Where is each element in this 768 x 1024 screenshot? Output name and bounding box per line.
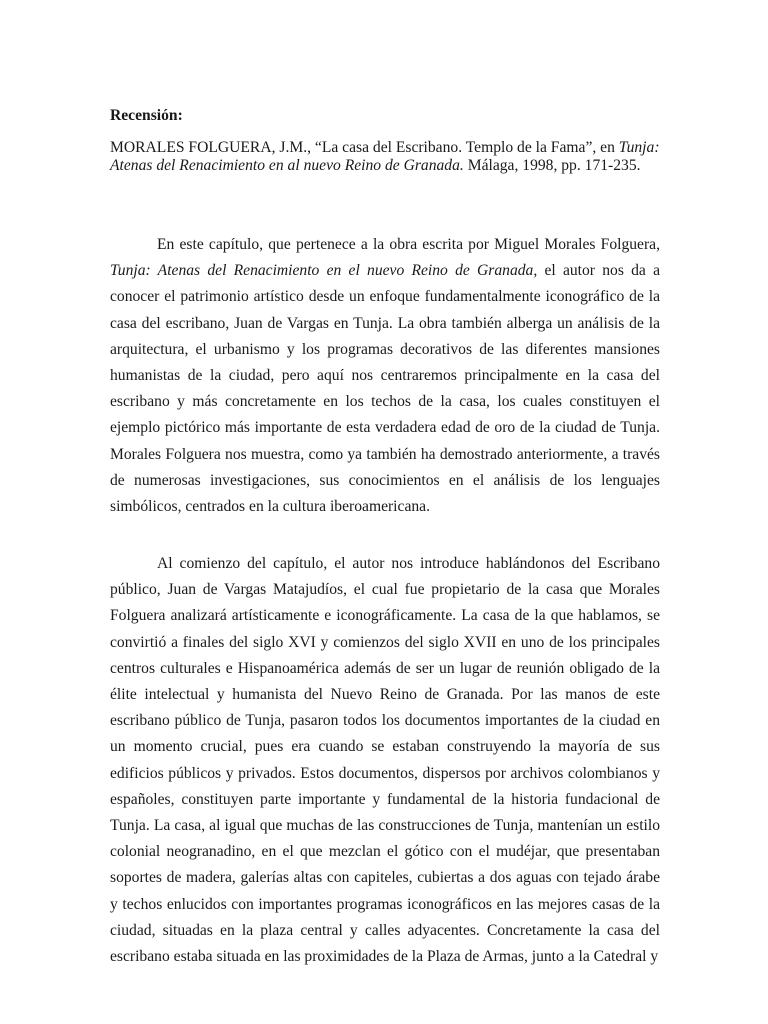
- review-heading: Recensión:: [110, 107, 183, 124]
- body-paragraph-2: Al comienzo del capítulo, el autor nos introduce hablándonos del Escribano público, Juan de Vargas Matajudíos, el cual fue propietario de la casa que Morales Folguera analizará artísticamente e iconográficamente. La casa de la que hablamos, se convirtió a finales del siglo XVI y comienzos del siglo XVII en uno de los principales centros culturales e Hispanoamérica además de ser un lugar de reunión obligado de la élite intelectual y humanista del Nuevo Reino de Granada. Por las manos de este escribano público de Tunja, pasaron todos los documentos importantes de la ciudad en un momento crucial, pues era cuando se estaban construyendo la mayoría de sus edificios públicos y privados. Estos documentos, dispersos por archivos colombianos y españoles, constituyen parte importante y fundamental de la historia fundacional de Tunja. La casa, al igual que muchas de las construcciones de Tunja, mantenían un estilo colonial neogranadino, en el que mezclan el gótico con el mudéjar, que presentaban soportes de madera, galerías altas con capiteles, cubiertas a dos aguas con tejado árabe y techos enlucidos con importantes programas iconográficos en las mejores casas de la ciudad, situadas en la plaza central y calles adyacentes. Concretamente la casa del escribano estaba situada en las proximidades de la Plaza de Armas, junto a la Catedral y: [110, 555, 660, 966]
- paragraph-1-book-title: Tunja: Atenas del Renacimiento en el nuevo Reino de Granada,: [110, 262, 538, 280]
- citation-book-title: Tunja: Atenas del Renacimiento en al nuevo Reino de Granada.: [110, 139, 660, 174]
- paragraph-1-intro: En este capítulo, que pertenece a la obra escrita por Miguel Morales Folguera,: [157, 236, 660, 253]
- citation-publication: Málaga, 1998, pp. 171-235.: [463, 157, 641, 174]
- body-paragraph-1: [110, 232, 660, 520]
- citation-author: MORALES FOLGUERA, J.M., “La casa del Escribano. Templo de la Fama”, en: [110, 139, 619, 156]
- paragraph-1-rest: el autor nos da a conocer el patrimonio artístico desde un enfoque fundamentalmente iconográfico de la casa del escribano, Juan de Vargas en Tunja. La obra también alberga un análisis de la arquitectura, el urbanismo y los programas decorativos de las diferentes mansiones humanistas de la ciudad, pero aquí nos centraremos principalmente en la casa del escribano y más concretamente en los techos de la casa, los cuales constituyen el ejemplo pictórico más importante de esta verdadera edad de oro de la ciudad de Tunja. Morales Folguera nos muestra, como ya también ha demostrado anteriormente, a través de numerosas investigaciones, sus conocimientos en el análisis de los lenguajes simbólicos, centrados en la cultura iberoamericana.: [110, 262, 660, 516]
- bibliographic-citation: [110, 139, 660, 175]
